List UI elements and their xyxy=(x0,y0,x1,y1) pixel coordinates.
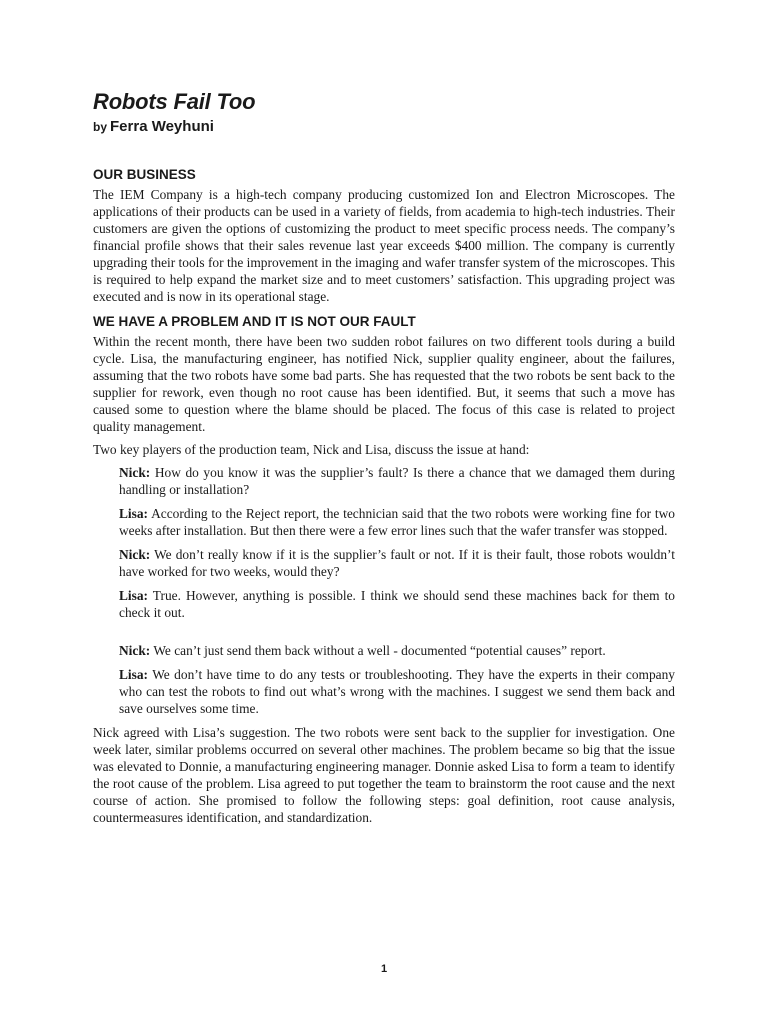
dialogue-speaker: Nick: xyxy=(119,643,151,658)
document-title: Robots Fail Too xyxy=(93,89,256,114)
dialogue-text: We can’t just send them back without a well - documented “potential causes” report. xyxy=(153,643,606,658)
dialogue xyxy=(119,464,675,717)
dialogue-speaker: Lisa: xyxy=(119,506,149,521)
dialogue-text: According to the Reject report, the technician said that the two robots were working fine for two weeks after installation. But then there were a few error lines such that the wafer transfer was stopped. xyxy=(119,506,676,538)
dialogue-speaker: Nick: xyxy=(119,547,151,562)
byline xyxy=(93,116,675,138)
dialogue-line xyxy=(119,587,675,621)
page-number: 1 xyxy=(380,963,388,975)
document-page xyxy=(93,88,675,832)
paragraph-our-business: The IEM Company is a high-tech company producing customized Ion and Electron Microscopes. The applications of their products can be used in a variety of fields, from academia to high-tech industries. Their customers are given the options of customizing the product to meet specific process needs. The company’s financial profile shows that their sales revenue last year exceeds $400 million. The company is currently upgrading their tools for the improvement in the imaging and wafer transfer system of the microscopes. This is required to help expand the market size and to meet customers’ satisfaction. This upgrading project was executed and is now in its operational stage. xyxy=(93,187,675,304)
dialogue-speaker: Lisa: xyxy=(119,588,149,603)
dialogue-text: True. However, anything is possible. I think we should send these machines back for them to check it out. xyxy=(119,588,675,620)
author-name: Ferra Weyhuni xyxy=(110,118,214,135)
paragraph-key-players: Two key players of the production team, Nick and Lisa, discuss the issue at hand: xyxy=(93,442,530,457)
paragraph-problem: Within the recent month, there have been two sudden robot failures on two different tools during a build cycle. Lisa, the manufacturing engineer, has notified Nick, supplier quality engineer, about the failures, assuming that the two robots have some bad parts. She has requested that the two robots be sent back to the supplier for rework, even though no root cause has been identified. But, it seems that such a move has caused some to question where the blame should be placed. The focus of this case is related to project quality management. xyxy=(93,334,675,434)
dialogue-spacer xyxy=(119,628,675,642)
section-heading-our-business: OUR BUSINESS xyxy=(93,167,196,182)
dialogue-text: We don’t have time to do any tests or troubleshooting. They have the experts in their company who can test the robots to find out what’s wrong with the machines. I suggest we send them back and save ourselves some time. xyxy=(119,667,675,716)
dialogue-text: How do you know it was the supplier’s fault? Is there a chance that we damaged them during handling or installation? xyxy=(119,465,675,497)
dialogue-speaker: Lisa: xyxy=(119,667,149,682)
byline-prefix: by xyxy=(93,120,108,134)
dialogue-line xyxy=(119,464,675,498)
dialogue-text: We don’t really know if it is the supplier’s fault or not. If it is their fault, those robots wouldn’t have worked for two weeks, would they? xyxy=(119,547,675,579)
dialogue-line xyxy=(119,642,675,659)
dialogue-line xyxy=(119,666,675,717)
dialogue-line xyxy=(119,505,675,539)
paragraph-closing: Nick agreed with Lisa’s suggestion. The two robots were sent back to the supplier for investigation. One week later, similar problems occurred on several other machines. The problem became so big that the issue was elevated to Donnie, a manufacturing engineering manager. Donnie asked Lisa to form a team to identify the root cause of the problem. Lisa agreed to put together the team to brainstorm the root cause and the next course of action. She promised to follow the following steps: goal definition, root cause analysis, countermeasures identification, and standardization. xyxy=(93,725,675,825)
section-heading-problem: WE HAVE A PROBLEM AND IT IS NOT OUR FAULT xyxy=(93,314,416,329)
dialogue-line xyxy=(119,546,675,580)
dialogue-speaker: Nick: xyxy=(119,465,151,480)
